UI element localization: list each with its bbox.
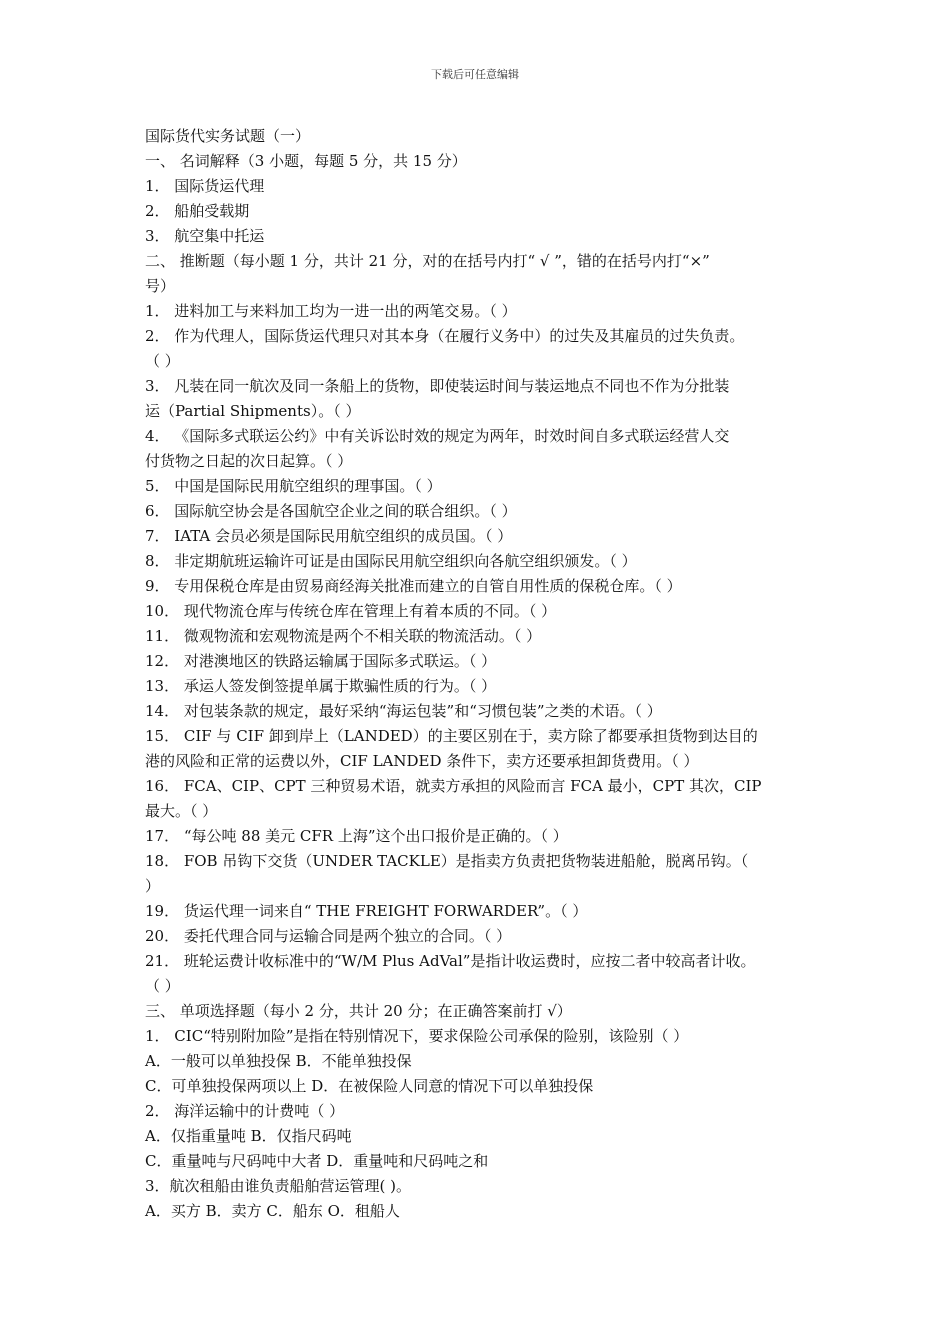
question-line: 5． 中国是国际民用航空组织的理事国。（ ） — [145, 477, 442, 495]
question-line: 10． 现代物流仓库与传统仓库在管理上有着本质的不同。（ ） — [145, 602, 557, 620]
answer-options: A．一般可以单独投保 B．不能单独投保 — [145, 1052, 412, 1070]
question-line: 2． 海洋运输中的计费吨（ ） — [145, 1102, 345, 1120]
document-body — [145, 124, 825, 1224]
question-line: 3． 航空集中托运 — [145, 227, 265, 245]
question-line: 15． CIF 与 CIF 卸到岸上（LANDED）的主要区别在于，卖方除了都要承担货物到达目的 — [145, 727, 758, 745]
question-line: 最大。（ ） — [145, 802, 218, 820]
section-heading: 三、 单项选择题（每小 2 分，共计 20 分；在正确答案前打 √） — [145, 1002, 572, 1020]
section-heading-cont: 号） — [145, 277, 176, 295]
question-line: 1． CIC“特别附加险”是指在特别情况下，要求保险公司承保的险别，该险别（ ） — [145, 1027, 689, 1045]
question-line: （ ） — [145, 977, 180, 995]
question-line: 13． 承运人签发倒签提单属于欺骗性质的行为。（ ） — [145, 677, 497, 695]
question-line: 18． FOB 吊钩下交货（UNDER TACKLE）是指卖方负责把货物装进船舱，脱离吊钩。（ — [145, 852, 749, 870]
question-line: 9． 专用保税仓库是由贸易商经海关批准而建立的自管自用性质的保税仓库。（ ） — [145, 577, 682, 595]
question-line: 11． 微观物流和宏观物流是两个不相关联的物流活动。（ ） — [145, 627, 542, 645]
question-line: 12． 对港澳地区的铁路运输属于国际多式联运。（ ） — [145, 652, 497, 670]
question-line: 6． 国际航空协会是各国航空企业之间的联合组织。（ ） — [145, 502, 517, 520]
question-line: 14． 对包装条款的规定，最好采纳“海运包装”和“习惯包装”之类的术语。（ ） — [145, 702, 662, 720]
question-line: 20． 委托代理合同与运输合同是两个独立的合同。（ ） — [145, 927, 512, 945]
answer-options: A．仅指重量吨 B．仅指尺码吨 — [145, 1127, 352, 1145]
answer-options: A．买方 B．卖方 C．船东 O．租船人 — [145, 1202, 400, 1220]
question-line: 1． 进料加工与来料加工均为一进一出的两笔交易。（ ） — [145, 302, 517, 320]
answer-options: C．可单独投保两项以上 D．在被保险人同意的情况下可以单独投保 — [145, 1077, 594, 1095]
question-line: ） — [145, 877, 161, 895]
question-line: 4． 《国际多式联运公约》中有关诉讼时效的规定为两年，时效时间自多式联运经营人交 — [145, 427, 730, 445]
question-line: 1． 国际货运代理 — [145, 177, 265, 195]
question-line: 港的风险和正常的运费以外，CIF LANDED 条件下，卖方还要承担卸货费用。（ ） — [145, 752, 699, 770]
question-line: 3． 凡装在同一航次及同一条船上的货物，即使装运时间与装运地点不同也不作为分批装 — [145, 377, 730, 395]
section-heading: 一、 名词解释（3 小题，每题 5 分，共 15 分） — [145, 152, 467, 170]
question-line: 3．航次租船由谁负责船舶营运管理( )。 — [145, 1177, 412, 1195]
question-line: 19． 货运代理一词来自“ THE FREIGHT FORWARDER”。（ ） — [145, 902, 588, 920]
section-heading: 二、 推断题（每小题 1 分，共计 21 分，对的在括号内打“ √ ”，错的在括号内打“×” — [145, 252, 710, 270]
question-line: 17． “每公吨 88 美元 CFR 上海”这个出口报价是正确的。（ ） — [145, 827, 568, 845]
page-header: 下载后可任意编辑 — [431, 68, 519, 81]
document-title: 国际货代实务试题（一） — [145, 127, 311, 145]
answer-options: C．重量吨与尺码吨中大者 D．重量吨和尺码吨之和 — [145, 1152, 489, 1170]
question-line: 运（Partial Shipments）。（ ） — [145, 402, 361, 420]
question-line: 16． FCA、CIP、CPT 三种贸易术语，就卖方承担的风险而言 FCA 最小，CPT 其次，CIP — [145, 777, 762, 795]
question-line: （ ） — [145, 352, 180, 370]
question-line: 2． 船舶受载期 — [145, 202, 250, 220]
question-line: 7． IATA 会员必须是国际民用航空组织的成员国。（ ） — [145, 527, 513, 545]
question-line: 8． 非定期航班运输许可证是由国际民用航空组织向各航空组织颁发。（ ） — [145, 552, 637, 570]
question-line: 21． 班轮运费计收标准中的“W/M Plus AdVal”是指计收运费时，应按二者中较高者计收。 — [145, 952, 756, 970]
question-line: 2． 作为代理人，国际货运代理只对其本身（在履行义务中）的过失及其雇员的过失负责。 — [145, 327, 745, 345]
question-line: 付货物之日起的次日起算。（ ） — [145, 452, 353, 470]
